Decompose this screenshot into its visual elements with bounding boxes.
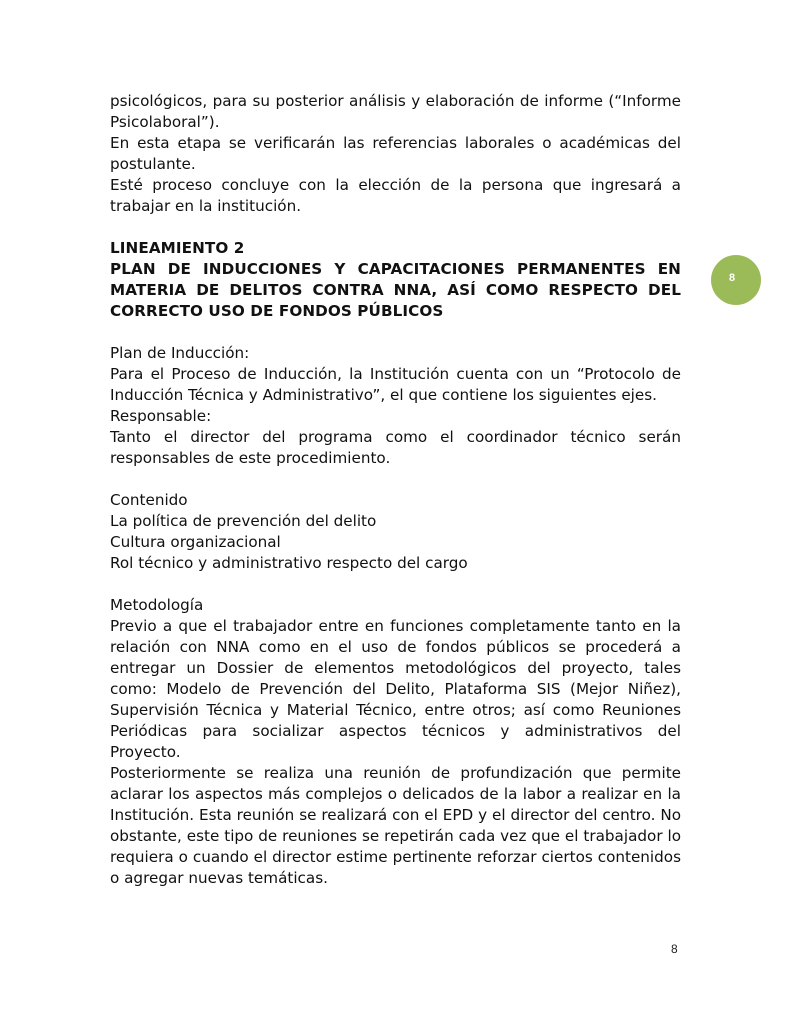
contenido-item: Rol técnico y administrativo respecto del cargo: [110, 554, 468, 572]
document-body: [110, 91, 681, 889]
metodologia-paragraph-1: Previo a que el trabajador entre en funciones completamente tanto en la relación con NNA como en el uso de fondos públicos se procederá a entregar un Dossier de elementos metodológicos del proyecto, tales como: Modelo de Prevención del Delito, Plataforma SIS (Mejor Niñez), Supervisión Técnica y Material Técnico, entre otros; así como Reuniones Periódicas para socializar aspectos técnicos y administrativos del Proyecto.: [110, 617, 681, 761]
metodologia-heading: Metodología: [110, 596, 204, 614]
intro-paragraph-2: En esta etapa se verificarán las referencias laborales o académicas del postulante.: [110, 134, 681, 173]
metodologia-paragraph-2: Posteriormente se realiza una reunión de profundización que permite aclarar los aspectos más complejos o delicados de la labor a realizar en la Institución. Esta reunión se realizará con el EPD y el director del centro. No obstante, este tipo de reuniones se repetirán cada vez que el trabajador lo requiera o cuando el director estime pertinente reforzar ciertos contenidos o agregar nuevas temáticas.: [110, 764, 681, 887]
intro-paragraph-1: psicológicos, para su posterior análisis y elaboración de informe (“Informe Psicolaboral”).: [110, 92, 681, 131]
contenido-item: La política de prevención del delito: [110, 512, 377, 530]
intro-paragraph-3: Esté proceso concluye con la elección de la persona que ingresará a trabajar en la institución.: [110, 176, 681, 215]
responsable-heading: Responsable:: [110, 407, 212, 425]
page-number-badge: [711, 255, 761, 305]
footer-page-number: 8: [671, 942, 678, 956]
induccion-text: Para el Proceso de Inducción, la Institución cuenta con un “Protocolo de Inducción Técnica y Administrativo”, el que contiene los siguientes ejes.: [110, 365, 681, 404]
page-number-badge-text: 8: [728, 272, 736, 284]
induccion-heading: Plan de Inducción:: [110, 344, 250, 362]
contenido-item: Cultura organizacional: [110, 533, 281, 551]
contenido-heading: Contenido: [110, 491, 188, 509]
section-title: PLAN DE INDUCCIONES Y CAPACITACIONES PERMANENTES EN MATERIA DE DELITOS CONTRA NNA, ASÍ COMO RESPECTO DEL CORRECTO USO DE FONDOS PÚBLICOS: [110, 260, 681, 320]
responsable-text: Tanto el director del programa como el coordinador técnico serán responsables de este procedimiento.: [110, 428, 681, 467]
section-label: LINEAMIENTO 2: [110, 239, 245, 257]
